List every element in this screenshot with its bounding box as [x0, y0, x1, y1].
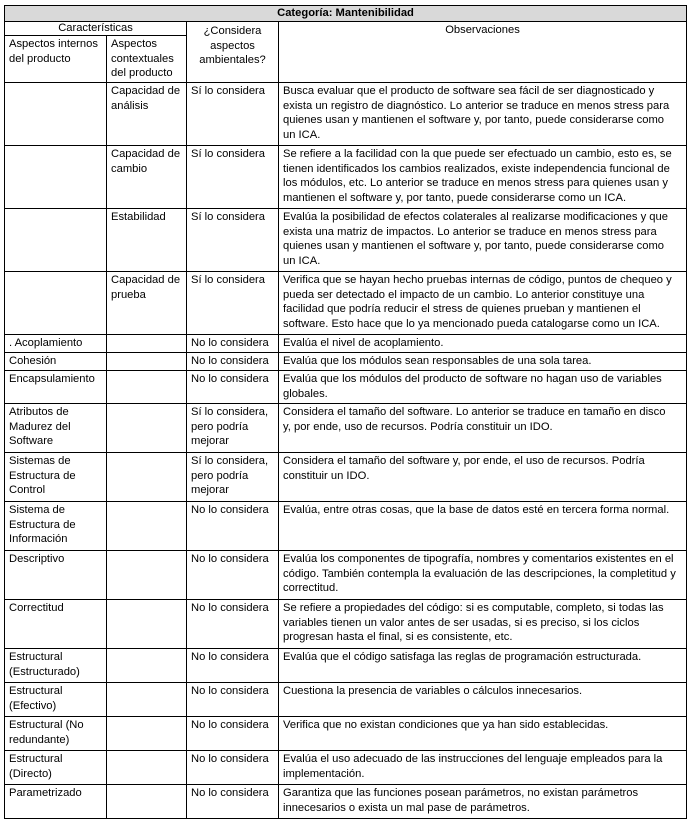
row-internal-aspect: Parametrizado: [5, 785, 107, 819]
header-caracteristicas: Características: [5, 22, 187, 36]
row-internal-aspect: [5, 146, 107, 209]
table-row: [5, 551, 687, 600]
row-contextual-aspect: [107, 600, 187, 649]
header-contextuales: Aspectos contextuales del producto: [107, 36, 187, 83]
row-considera: Sí lo considera: [187, 83, 279, 146]
row-considera: No lo considera: [187, 335, 279, 353]
table-row: [5, 209, 687, 272]
row-considera: No lo considera: [187, 353, 279, 371]
row-internal-aspect: Descriptivo: [5, 551, 107, 600]
row-considera: Sí lo considera, pero podría mejorar: [187, 404, 279, 453]
table-row: [5, 600, 687, 649]
row-observaciones: Evalúa los componentes de tipografía, nombres y comentarios existentes en el código. También contempla la evaluación de las descripciones, la completitud y correctitud.: [279, 551, 687, 600]
row-contextual-aspect: Capacidad de cambio: [107, 146, 187, 209]
row-considera: Sí lo considera, pero podría mejorar: [187, 453, 279, 502]
title-row: [5, 6, 687, 22]
row-internal-aspect: . Acoplamiento: [5, 335, 107, 353]
row-internal-aspect: Cohesión: [5, 353, 107, 371]
row-observaciones: Evalúa la posibilidad de efectos colaterales al realizarse modificaciones y que exista una matriz de impactos. Lo anterior se traduce en menos stress para quienes usan y mantienen el software y, por tanto, puede considerarse como un ICA.: [279, 209, 687, 272]
row-contextual-aspect: [107, 751, 187, 785]
row-observaciones: Verifica que se hayan hecho pruebas internas de código, puntos de chequeo y pueda ser detectado el impacto de un cambio. Lo anterior constituye una facilidad que podría reducir el stress de quienes prueban y mantienen el software. Esto hace que lo ya mencionado pueda catalogarse como un ICA.: [279, 272, 687, 335]
row-considera: No lo considera: [187, 751, 279, 785]
row-observaciones: Garantiza que las funciones posean parámetros, no existan parámetros innecesarios o exista un mal pase de parámetros.: [279, 785, 687, 819]
row-observaciones: Evalúa el nivel de acoplamiento.: [279, 335, 687, 353]
table-row: [5, 502, 687, 551]
row-considera: Sí lo considera: [187, 146, 279, 209]
row-observaciones: Evalúa el uso adecuado de las instrucciones del lenguaje empleados para la implementación.: [279, 751, 687, 785]
row-considera: No lo considera: [187, 717, 279, 751]
row-contextual-aspect: [107, 683, 187, 717]
table-row: [5, 649, 687, 683]
row-considera: No lo considera: [187, 371, 279, 404]
table-row: [5, 272, 687, 335]
row-internal-aspect: [5, 209, 107, 272]
row-internal-aspect: Encapsulamiento: [5, 371, 107, 404]
row-observaciones: Busca evaluar que el producto de software sea fácil de ser diagnosticado y exista un registro de diagnóstico. Lo anterior se traduce en menos stress para quienes usan y mantienen el software y, por tanto, puede considerarse como un ICA.: [279, 83, 687, 146]
row-contextual-aspect: [107, 717, 187, 751]
row-internal-aspect: Estructural (Estructurado): [5, 649, 107, 683]
row-internal-aspect: [5, 83, 107, 146]
row-contextual-aspect: Capacidad de prueba: [107, 272, 187, 335]
row-observaciones: Evalúa, entre otras cosas, que la base de datos esté en tercera forma normal.: [279, 502, 687, 551]
row-considera: No lo considera: [187, 600, 279, 649]
row-observaciones: Evalúa que los módulos del producto de software no hagan uso de variables globales.: [279, 371, 687, 404]
row-considera: No lo considera: [187, 551, 279, 600]
row-internal-aspect: Sistemas de Estructura de Control: [5, 453, 107, 502]
row-contextual-aspect: [107, 371, 187, 404]
row-contextual-aspect: [107, 453, 187, 502]
row-observaciones: Se refiere a la facilidad con la que puede ser efectuado un cambio, esto es, se tienen identificados los cambios realizados, existe independencia funcional de los módulos, etc. Lo anterior se traduce en menos stress para quienes usan y mantienen el software y, por tanto, puede considerarse como un ICA.: [279, 146, 687, 209]
header-observaciones: Observaciones: [279, 22, 687, 83]
row-internal-aspect: Estructural (No redundante): [5, 717, 107, 751]
table-row: [5, 353, 687, 371]
row-internal-aspect: Atributos de Madurez del Software: [5, 404, 107, 453]
row-considera: No lo considera: [187, 785, 279, 819]
table-row: [5, 146, 687, 209]
row-internal-aspect: [5, 272, 107, 335]
row-internal-aspect: Estructural (Directo): [5, 751, 107, 785]
row-considera: No lo considera: [187, 683, 279, 717]
row-observaciones: Verifica que no existan condiciones que ya han sido establecidas.: [279, 717, 687, 751]
table-row: [5, 751, 687, 785]
table-row: [5, 404, 687, 453]
header-row-1: [5, 22, 687, 36]
table-row: [5, 717, 687, 751]
row-internal-aspect: Sistema de Estructura de Información: [5, 502, 107, 551]
row-contextual-aspect: [107, 502, 187, 551]
table-row: [5, 335, 687, 353]
row-internal-aspect: Correctitud: [5, 600, 107, 649]
row-observaciones: Considera el tamaño del software y, por ende, el uso de recursos. Podría constituir un IDO.: [279, 453, 687, 502]
table-row: [5, 785, 687, 819]
row-contextual-aspect: [107, 335, 187, 353]
row-observaciones: Evalúa que el código satisfaga las reglas de programación estructurada.: [279, 649, 687, 683]
row-contextual-aspect: [107, 404, 187, 453]
row-considera: Sí lo considera: [187, 272, 279, 335]
row-contextual-aspect: [107, 785, 187, 819]
row-contextual-aspect: [107, 353, 187, 371]
row-considera: No lo considera: [187, 502, 279, 551]
row-considera: Sí lo considera: [187, 209, 279, 272]
row-contextual-aspect: [107, 649, 187, 683]
header-internos: Aspectos internos del producto: [5, 36, 107, 83]
maintainability-table: [4, 5, 687, 819]
row-contextual-aspect: Capacidad de análisis: [107, 83, 187, 146]
row-contextual-aspect: Estabilidad: [107, 209, 187, 272]
header-considera: ¿Considera aspectos ambientales?: [187, 22, 279, 83]
table-title: Categoría: Mantenibilidad: [5, 6, 687, 22]
row-observaciones: Considera el tamaño del software. Lo anterior se traduce en tamaño en disco y, por ende, uso de recursos. Podría constituir un IDO.: [279, 404, 687, 453]
table-row: [5, 683, 687, 717]
table-row: [5, 83, 687, 146]
table-row: [5, 453, 687, 502]
table-row: [5, 371, 687, 404]
row-contextual-aspect: [107, 551, 187, 600]
row-observaciones: Cuestiona la presencia de variables o cálculos innecesarios.: [279, 683, 687, 717]
row-observaciones: Evalúa que los módulos sean responsables de una sola tarea.: [279, 353, 687, 371]
row-considera: No lo considera: [187, 649, 279, 683]
row-observaciones: Se refiere a propiedades del código: si es computable, completo, si todas las variables tienen un valor antes de ser usadas, si es preciso, si los ciclos progresan hasta el final, si es consistente, etc.: [279, 600, 687, 649]
row-internal-aspect: Estructural (Efectivo): [5, 683, 107, 717]
